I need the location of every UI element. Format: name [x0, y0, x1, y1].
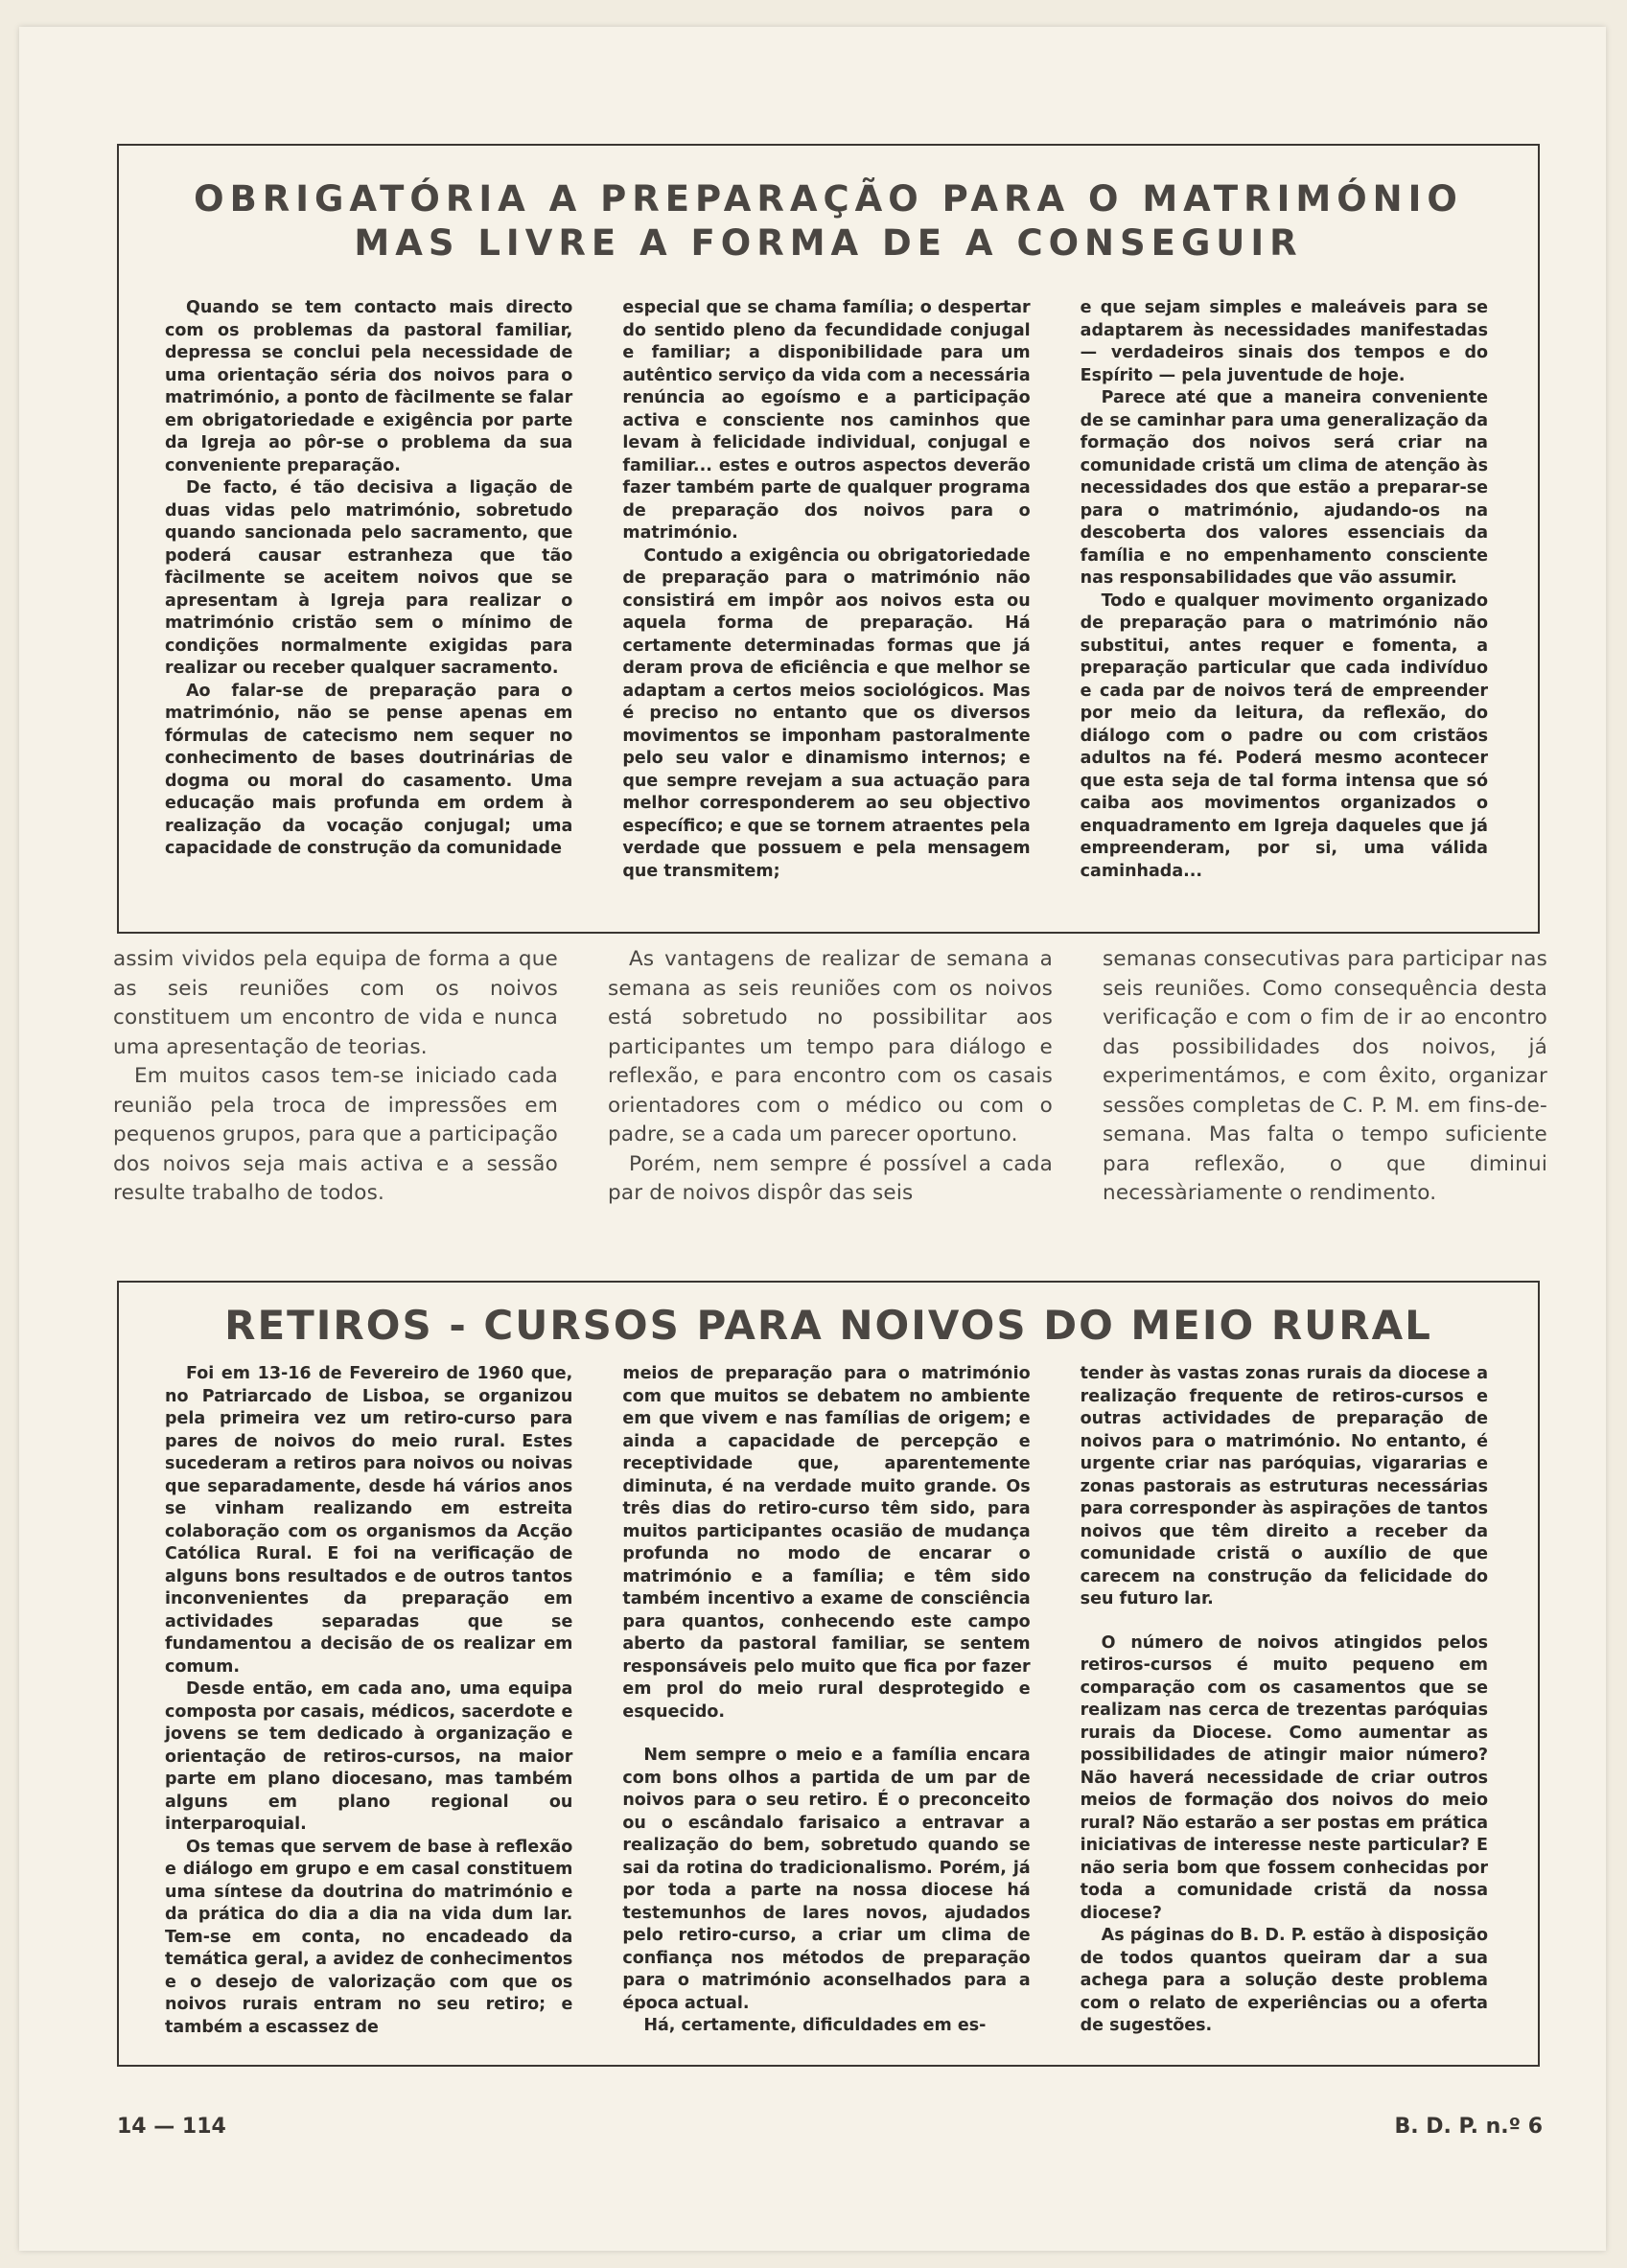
paragraph: meios de preparação para o matrimónio com que muitos se debatem no ambiente em que vivem e nas famílias de origem; e ainda a capacidade de percepção e receptividade que, aparentemente diminuta, é na verdade muito grande. Os três dias do retiro-curso têm sido, para muitos participantes ocasião de mudança profunda no modo de encarar o matrimónio e a família; e têm sido também incentivo a exame de consciência para quantos, conhecendo este campo aberto da pastoral familiar, se sentem responsáveis pelo muito que fica por fazer em prol do meio rural desprotegido e esquecido.	[622, 1364, 1031, 1722]
column-1	[113, 945, 558, 1209]
column-2	[608, 945, 1053, 1209]
paragraph: Quando se tem contacto mais directo com os problemas da pastoral familiar, depressa se conclui pela necessidade de uma orientação séria dos noivos para o matrimónio, a ponto de fàcilmente se falar em obrigatoriedade e exigência por parte da Igreja ao pôr-se o problema da sua conveniente preparação.	[165, 298, 573, 475]
paragraph: Nem sempre o meio e a família encara com bons olhos a partida de um par de noivos para o seu retiro. É o preconceito ou o escândalo farisaico a entravar a realização do bem, sobretudo quando se sai da rotina do tradicionalismo. Porém, já por toda a parte na nossa diocese há testemunhos de lares novos, ajudados pelo retiro-curso, a criar um clima de confiança nos métodos de preparação para o matrimónio aconselhados para a época actual.	[622, 1746, 1031, 2013]
article-body	[165, 1363, 1488, 2039]
paragraph: Desde então, em cada ano, uma equipa composta por casais, médicos, sacerdote e jovens se tem dedicado à organização e orientação de retiros-cursos, na maior parte em plano diocesano, mas também alguns em plano regional ou interparoquial.	[165, 1679, 573, 1834]
paragraph: assim vividos pela equipa de forma a que as seis reuniões com os noivos constituem um encontro de vida e nunca uma apresentação de teorias.	[113, 947, 558, 1059]
paragraph: e que sejam simples e maleáveis para se adaptarem às necessidades manifestadas — verdadeiros sinais dos tempos e do Espírito — pela juventude de hoje.	[1080, 298, 1488, 385]
column-1	[165, 1363, 572, 2039]
paragraph: Foi em 13-16 de Fevereiro de 1960 que, no Patriarcado de Lisboa, se organizou pela primeira vez um retiro-curso para pares de noivos do meio rural. Estes sucederam a retiros para noivos ou noivas que separadamente, desde há vários anos se vinham realizando em estreita colaboração com os organismos da Acção Católica Rural. E foi na verificação de alguns bons resultados e de outros tantos inconvenientes da preparação em actividades separadas que se fundamentou a decisão de os realizar em comum.	[165, 1364, 573, 1677]
paragraph: Os temas que servem de base à reflexão e diálogo em grupo e em casal constituem uma síntese da doutrina do matrimónio e da prática do dia a dia na vida dum lar. Tem-se em conta, no encadeado da temática geral, a avidez de conhecimentos e o desejo de valorização com que os noivos rurais entram no seu retiro; e também a escassez de	[165, 1837, 573, 2037]
article-box-retiros	[117, 1281, 1540, 2067]
paragraph: Todo e qualquer movimento organizado de preparação para o matrimónio não substitui, antes requer e fomenta, a preparação particular que cada indivíduo e cada par de noivos terá de empreender por meio da leitura, da reflexão, do diálogo com o padre ou com cristãos adultos na fé. Poderá mesmo acontecer que esta seja de tal forma intensa que só caiba aos movimentos organizados o enquadramento em Igreja daqueles que já empreenderam, por si, uma válida caminhada...	[1080, 590, 1488, 881]
paragraph: Ao falar-se de preparação para o matrimónio, não se pense apenas em fórmulas de catecismo nem sequer no conhecimento de bases doutrinárias de dogma ou moral do casamento. Uma educação mais profunda em ordem à realização da vocação conjugal; uma capacidade de construção da comunidade	[165, 681, 573, 858]
paragraph: tender às vastas zonas rurais da diocese a realização frequente de retiros-cursos e outras actividades de preparação de noivos para o matrimónio. No entanto, é urgente criar nas paróquias, vigararias e zonas pastorais as estruturas necessárias para corresponder às aspirações de tantos noivos que têm direito a receber da comunidade cristã o auxílio de que carecem na construção da felicidade do seu futuro lar.	[1080, 1364, 1488, 1608]
paragraph: Em muitos casos tem-se iniciado cada reunião pela troca de impressões em pequenos grupos, para que a participação dos noivos seja mais activa e a sessão resulte trabalho de todos.	[113, 1064, 558, 1205]
article-box-preparacao	[117, 144, 1540, 934]
column-3	[1081, 297, 1488, 883]
magazine-page	[19, 27, 1606, 2251]
page-number: 14 — 114	[117, 2115, 226, 2139]
column-2	[622, 1363, 1030, 2039]
paragraph: Há, certamente, dificuldades em es-	[643, 2016, 987, 2035]
article-title-line1: OBRIGATÓRIA A PREPARAÇÃO PARA O MATRIMÓNIO	[194, 178, 1463, 220]
paragraph: O número de noivos atingidos pelos retiros-cursos é muito pequeno em comparação com os casamentos que se realizam nas cerca de trezentas paróquias rurais da Diocese. Como aumentar as possibilidades de atingir maior número? Não haverá necessidade de criar outros meios de formação dos noivos do meio rural? Não estarão a ser postas em prática iniciativas de interesse neste particular? E não seria bom que fossem conhecidas por toda a comunidade cristã da nossa diocese?	[1080, 1632, 1488, 1923]
paragraph: especial que se chama família; o despertar do sentido pleno da fecundidade conjugal e familiar; a disponibilidade para um autêntico serviço da vida com a necessária renúncia ao egoísmo e a participação activa e consciente nos caminhos que levam à felicidade individual, conjugal e familiar... estes e outros aspectos deverão fazer também parte de qualquer programa de preparação dos noivos para o matrimónio.	[622, 298, 1031, 543]
paragraph: Parece até que a maneira conveniente de se caminhar para uma generalização da formação dos noivos será criar na comunidade cristã um clima de atenção às necessidades dos que estão a preparar-se para o matrimónio, ajudando-os na descoberta dos valores essenciais da família e no empenhamento consciente nas responsabilidades que vão assumir.	[1080, 388, 1488, 588]
paragraph: As páginas do B. D. P. estão à disposição de todos quantos queiram dar a sua achega para a solução deste problema com o relato de experiências ou a oferta de sugestões.	[1080, 1926, 1488, 2035]
paragraph: Contudo a exigência ou obrigatoriedade de preparação para o matrimónio não consistirá em impôr aos noivos esta ou aquela forma de preparação. Há certamente determinadas formas que já deram prova de eficiência e que melhor se adaptam a certos meios sociológicos. Mas é preciso no entanto que os diversos movimentos se imponham pastoralmente pelo seu valor e dinamismo internos; e que sempre revejam a sua actuação para melhor corresponderem ao seu objectivo específico; e que se tornem atraentes pela verdade que possuem e pela mensagem que transmitem;	[622, 545, 1031, 881]
paragraph: As vantagens de realizar de semana a semana as seis reuniões com os noivos está sobretudo no possibilitar aos participantes um tempo para diálogo e reflexão, e para encontro com os casais orientadores com o médico ou com o padre, se a cada um parecer oportuno.	[608, 947, 1053, 1146]
column-1	[165, 297, 572, 883]
article-title-line2: MAS LIVRE A FORMA DE A CONSEGUIR	[354, 222, 1303, 264]
article-title: RETIROS - CURSOS PARA NOIVOS DO MEIO RURAL	[224, 1302, 1432, 1349]
column-2	[622, 297, 1030, 883]
continued-text	[113, 945, 1547, 1209]
paragraph: De facto, é tão decisiva a ligação de duas vidas pelo matrimónio, sobretudo quando sancionada pelo sacramento, que poderá causar estranheza que tão fàcilmente se aceitem noivos que se apresentam à Igreja para realizar o matrimónio cristão sem o mínimo de condições normalmente exigidas para realizar ou receber qualquer sacramento.	[165, 478, 573, 678]
column-3	[1103, 945, 1547, 1209]
paragraph: Porém, nem sempre é possível a cada par de noivos dispôr das seis	[608, 1151, 1053, 1205]
column-3	[1081, 1363, 1488, 2039]
article-body	[165, 297, 1488, 883]
paragraph: semanas consecutivas para participar nas seis reuniões. Como consequência desta verificação e com o fim de ir ao encontro das possibilidades dos noivos, já experimentámos, e com êxito, organizar sessões completas de C. P. M. em fins-de-semana. Mas falta o tempo suficiente para reflexão, o que diminui necessàriamente o rendimento.	[1103, 947, 1547, 1205]
publication-issue: B. D. P. n.º 6	[1394, 2115, 1543, 2139]
